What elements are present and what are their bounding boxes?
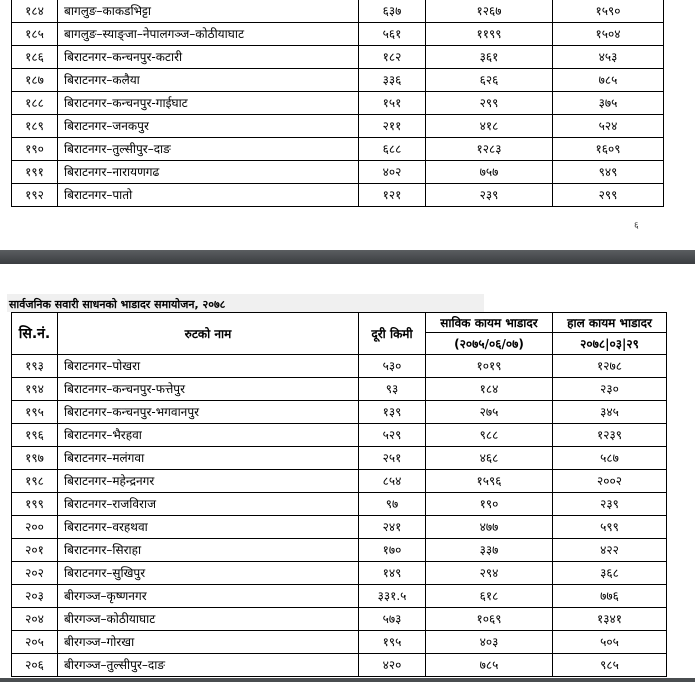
new-fare-cell: ३६८ xyxy=(553,562,667,585)
serial-number-cell: १८४ xyxy=(12,0,58,23)
route-name-cell: बिराटनगर–मलंगवा xyxy=(58,447,359,470)
distance-cell: १९५ xyxy=(359,631,426,654)
serial-number-cell: १९२ xyxy=(12,184,58,207)
serial-number-cell: १८५ xyxy=(12,23,58,46)
distance-cell: ३३६ xyxy=(359,69,426,92)
header-old-fare-date: (२०७५/०६/०७) xyxy=(426,333,553,355)
new-fare-cell: २३९ xyxy=(553,493,667,516)
serial-number-cell: १९६ xyxy=(12,424,58,447)
table-row xyxy=(12,585,667,608)
route-name-cell: बीरगञ्ज–कृष्णनगर xyxy=(58,585,359,608)
distance-cell: १५१ xyxy=(359,92,426,115)
header-new-fare-date: २०७८|०३|२९ xyxy=(553,333,667,355)
distance-cell: ४०२ xyxy=(359,161,426,184)
document-title: सार्वजनिक सवारी साधनको भाडादर समायोजन, २०७८ xyxy=(9,298,226,311)
distance-cell: ५६१ xyxy=(359,23,426,46)
table-row xyxy=(12,23,664,46)
old-fare-cell: ४०३ xyxy=(426,631,553,654)
page-number: ६ xyxy=(634,221,639,231)
new-fare-cell: १६०९ xyxy=(553,138,664,161)
table-row xyxy=(12,184,664,207)
distance-cell: ९३ xyxy=(359,378,426,401)
serial-number-cell: २०३ xyxy=(12,585,58,608)
table-row xyxy=(12,46,664,69)
table-row xyxy=(12,161,664,184)
table-row xyxy=(12,608,667,631)
new-fare-cell: ९४९ xyxy=(553,161,664,184)
new-fare-cell: ७७६ xyxy=(553,585,667,608)
header-serial-number: सि.नं. xyxy=(12,313,58,355)
table-row xyxy=(12,424,667,447)
new-fare-cell: ३७५ xyxy=(553,92,664,115)
route-name-cell: बिराटनगर–नारायणगढ xyxy=(58,161,359,184)
new-fare-cell: २९९ xyxy=(553,184,664,207)
route-name-cell: बिराटनगर–राजविराज xyxy=(58,493,359,516)
route-name-cell: बिराटनगर–कन्चनपुर-कटारी xyxy=(58,46,359,69)
distance-cell: ५७३ xyxy=(359,608,426,631)
serial-number-cell: १९९ xyxy=(12,493,58,516)
serial-number-cell: १८७ xyxy=(12,69,58,92)
route-name-cell: बिराटनगर–भैरहवा xyxy=(58,424,359,447)
new-fare-cell: ४५३ xyxy=(553,46,664,69)
route-name-cell: बिराटनगर–कन्चनपुर-फत्तेपुर xyxy=(58,378,359,401)
new-fare-cell: ५९९ xyxy=(553,516,667,539)
table-row xyxy=(12,562,667,585)
serial-number-cell: १८८ xyxy=(12,92,58,115)
table-row xyxy=(12,539,667,562)
header-distance: दूरी किमी xyxy=(359,313,426,355)
serial-number-cell: १८९ xyxy=(12,115,58,138)
distance-cell: ५३० xyxy=(359,355,426,378)
table-row xyxy=(12,654,667,677)
distance-cell: २११ xyxy=(359,115,426,138)
old-fare-cell: २९४ xyxy=(426,562,553,585)
table-row xyxy=(12,516,667,539)
header-old-fare: साविक कायम भाडादर xyxy=(426,313,553,333)
new-fare-cell: ५२४ xyxy=(553,115,664,138)
header-route-name: रुटको नाम xyxy=(58,313,359,355)
new-fare-cell: १३४१ xyxy=(553,608,667,631)
old-fare-cell: १२६७ xyxy=(426,0,553,23)
serial-number-cell: १९३ xyxy=(12,355,58,378)
old-fare-cell: १९० xyxy=(426,493,553,516)
route-name-cell: बिराटनगर–वरहथवा xyxy=(58,516,359,539)
old-fare-cell: २७५ xyxy=(426,401,553,424)
table-row xyxy=(12,470,667,493)
old-fare-cell: ९८८ xyxy=(426,424,553,447)
route-name-cell: बिराटनगर–सुखिपुर xyxy=(58,562,359,585)
table-row xyxy=(12,138,664,161)
old-fare-cell: ७५७ xyxy=(426,161,553,184)
route-name-cell: बिराटनगर–जनकपुर xyxy=(58,115,359,138)
table-row xyxy=(12,631,667,654)
fare-table-page1 xyxy=(11,0,664,207)
serial-number-cell: १८६ xyxy=(12,46,58,69)
old-fare-cell: २३९ xyxy=(426,184,553,207)
route-name-cell: बिराटनगर–पातो xyxy=(58,184,359,207)
serial-number-cell: १९४ xyxy=(12,378,58,401)
serial-number-cell: १९५ xyxy=(12,401,58,424)
distance-cell: ६३७ xyxy=(359,0,426,23)
header-new-fare: हाल कायम भाडादर xyxy=(553,313,667,333)
route-name-cell: बिराटनगर–कन्चनपुर-गाईघाट xyxy=(58,92,359,115)
distance-cell: १२१ xyxy=(359,184,426,207)
old-fare-cell: ३६१ xyxy=(426,46,553,69)
distance-cell: २५१ xyxy=(359,447,426,470)
page-divider xyxy=(0,250,695,264)
new-fare-cell: ९८५ xyxy=(553,654,667,677)
route-name-cell: बिराटनगर–पोखरा xyxy=(58,355,359,378)
table-row xyxy=(12,0,664,23)
old-fare-cell: १०६९ xyxy=(426,608,553,631)
serial-number-cell: २०१ xyxy=(12,539,58,562)
table-row xyxy=(12,447,667,470)
new-fare-cell: २००२ xyxy=(553,470,667,493)
route-name-cell: बागलुङ–स्याङ्जा–नेपालगञ्ज–कोठीयाघाट xyxy=(58,23,359,46)
distance-cell: १७० xyxy=(359,539,426,562)
distance-cell: १४९ xyxy=(359,562,426,585)
route-name-cell: बीरगञ्ज–कोठीयाघाट xyxy=(58,608,359,631)
old-fare-cell: ४६८ xyxy=(426,447,553,470)
distance-cell: ५२९ xyxy=(359,424,426,447)
route-name-cell: बिराटनगर–सिराहा xyxy=(58,539,359,562)
distance-cell: १८२ xyxy=(359,46,426,69)
old-fare-cell: १८४ xyxy=(426,378,553,401)
new-fare-cell: ७८५ xyxy=(553,69,664,92)
old-fare-cell: ४७७ xyxy=(426,516,553,539)
new-fare-cell: १२३९ xyxy=(553,424,667,447)
distance-cell: ८५४ xyxy=(359,470,426,493)
new-fare-cell: २३० xyxy=(553,378,667,401)
table-row xyxy=(12,92,664,115)
serial-number-cell: २०५ xyxy=(12,631,58,654)
table-row xyxy=(12,115,664,138)
old-fare-cell: ६१८ xyxy=(426,585,553,608)
old-fare-cell: ७८५ xyxy=(426,654,553,677)
new-fare-cell: ५०५ xyxy=(553,631,667,654)
route-name-cell: बीरगञ्ज–तुल्सीपुर–दाङ xyxy=(58,654,359,677)
table-row xyxy=(12,69,664,92)
new-fare-cell: १२७८ xyxy=(553,355,667,378)
route-name-cell: बीरगञ्ज–गोरखा xyxy=(58,631,359,654)
serial-number-cell: २०४ xyxy=(12,608,58,631)
old-fare-cell: ३३७ xyxy=(426,539,553,562)
new-fare-cell: ३४५ xyxy=(553,401,667,424)
new-fare-cell: ४२२ xyxy=(553,539,667,562)
route-name-cell: बिराटनगर–कन्चनपुर-भगवानपुर xyxy=(58,401,359,424)
old-fare-cell: ६२६ xyxy=(426,69,553,92)
new-fare-cell: १५०४ xyxy=(553,23,664,46)
route-name-cell: बिराटनगर–कलैया xyxy=(58,69,359,92)
new-fare-cell: १५९० xyxy=(553,0,664,23)
serial-number-cell: १९८ xyxy=(12,470,58,493)
serial-number-cell: १९१ xyxy=(12,161,58,184)
serial-number-cell: २०६ xyxy=(12,654,58,677)
distance-cell: २४१ xyxy=(359,516,426,539)
old-fare-cell: १५९६ xyxy=(426,470,553,493)
distance-cell: १३९ xyxy=(359,401,426,424)
old-fare-cell: १२८३ xyxy=(426,138,553,161)
page-divider-bottom xyxy=(0,678,695,682)
table-row xyxy=(12,401,667,424)
serial-number-cell: २०० xyxy=(12,516,58,539)
distance-cell: ३३१.५ xyxy=(359,585,426,608)
distance-cell: ९७ xyxy=(359,493,426,516)
new-fare-cell: ५८७ xyxy=(553,447,667,470)
serial-number-cell: १९० xyxy=(12,138,58,161)
distance-cell: ६८८ xyxy=(359,138,426,161)
serial-number-cell: १९७ xyxy=(12,447,58,470)
old-fare-cell: ४१८ xyxy=(426,115,553,138)
route-name-cell: बिराटनगर–तुल्सीपुर–दाङ xyxy=(58,138,359,161)
route-name-cell: बिराटनगर–महेन्द्रनगर xyxy=(58,470,359,493)
table-row xyxy=(12,355,667,378)
distance-cell: ४२० xyxy=(359,654,426,677)
old-fare-cell: १०१९ xyxy=(426,355,553,378)
old-fare-cell: २९९ xyxy=(426,92,553,115)
route-name-cell: बागलुङ–काकडभिट्टा xyxy=(58,0,359,23)
serial-number-cell: २०२ xyxy=(12,562,58,585)
fare-table-page2 xyxy=(11,312,667,677)
table-row xyxy=(12,493,667,516)
table-row xyxy=(12,378,667,401)
old-fare-cell: ११९९ xyxy=(426,23,553,46)
